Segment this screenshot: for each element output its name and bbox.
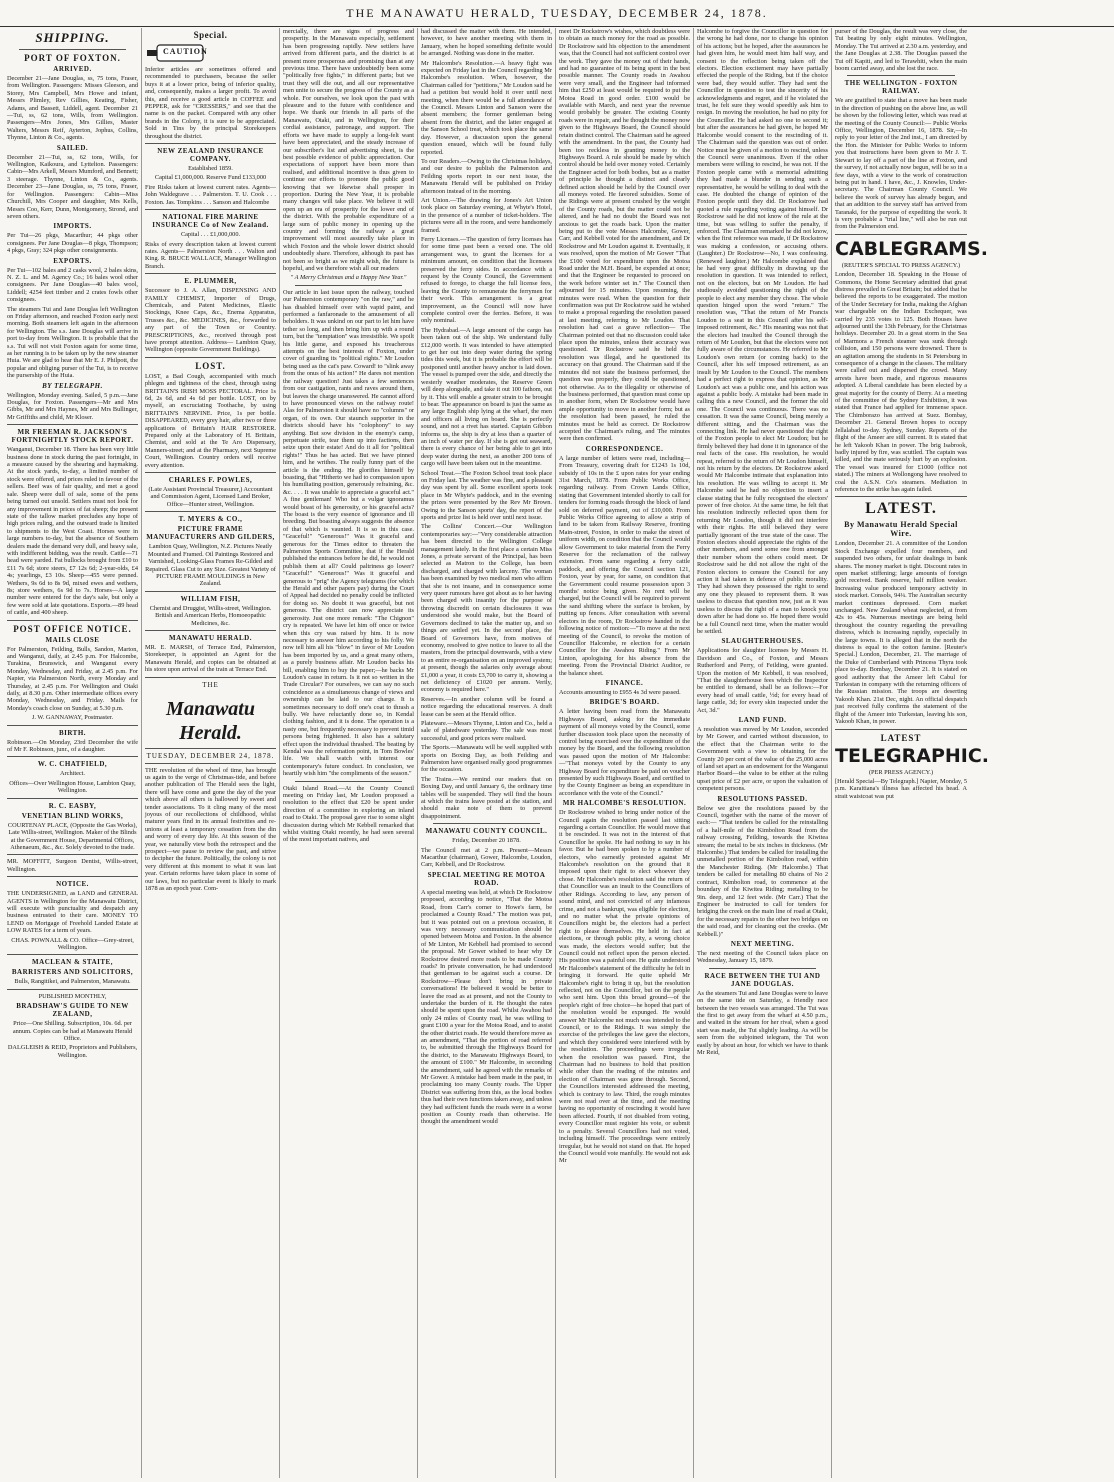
- national-fire-text: Risks of every description taken at lowest current rates. Agents— Palmerston North . . . Walton and King. R. BRUCE WALLACE, Manager Wellington Branch.: [145, 240, 276, 270]
- column-2: [142, 28, 280, 1478]
- resolutions-text: Below we give the resolutions passed by the Council, together with the name of the mover of each:— "That tenders be called for the reinstalling of a half-mile of the Kimbolton Road from the railway crossing, Feilding, towards the Kiwitea stream; the metal to be six inches in thickness. (Mr Halcombe.) That tenders be called for installing the unmetalled portion of the Kimbolton road, within the Manchester Riding. (Mr Halcombe.) That tenders be called for metalling 80 chains of No 2 contract, Kimbolton road, to commence at the boundary of the Kiwitea Riding; metalling to be 9in. deep, and 12 feet wide. (Mr Carr.) That the Engineer be instructed to call for tenders for bridging the creek on the main line of road at Otaki, for the necessary repairs to the other two bridges on the said road, and for cleaning out the creeks. (Mr Kebbell.)": [697, 804, 828, 938]
- divider: [145, 763, 276, 764]
- column-7: [832, 28, 990, 1478]
- slaughterhouses-text: Applications for slaughter licenses by Messrs H. Davidson and Co., of Foxton, and Messrs Rutherford and Perry, of Feilding, were granted. Upon the motion of Mr Kebbell, it was resolved, "That the slaughterhouse fees which the Inspector be entitled to demand, shall be as follows:—For every head of small cattle, ½d; for every head of large cattle, 3d; for every skin inspected under the Act, 3d.": [697, 647, 828, 714]
- race-continued: purser of the Douglas, the result was very close, the Tui beating by only eight minutes. Wellington, Monday. The Tui arrived at 2.30 a.m. yesterday, and the Jane Douglas at 2.38. The Douglas passed the Tui off Kapiti, and led to Terawhiti, when the main boom carried away, and she lost the race.: [835, 28, 967, 73]
- divider: [7, 876, 138, 877]
- nz-insurance-text: Fire Risks taken at lowest current rates. Agents— John Waldegrave . . . Palmerston. T. U. Cook . . . Foxton. Jas. Tompkins . . . Sanson and Halcombe: [145, 183, 276, 206]
- flag-title: Manawatu Herald.: [166, 697, 255, 744]
- exports-text: Per Tui—102 bales and 2 casks wool, 2 bales skins, N. Z. L. and M. Agency Co.; 16 bales wool other consignees. Per Jane Douglas—40 bales wool, Liddell; 4254 feet timber and 2 crates fowls other consignees.: [7, 266, 138, 304]
- divider: [145, 677, 276, 678]
- arrived-heading: ARRIVED.: [53, 65, 92, 73]
- latest-text: London, December 21. A committee of the London Stock Exchange expelled four members, and suspended two others, for unfair dealings in bank shares. The money market is tight. Discount rates in open market stiffening; large amounts of foreign gold received. Bank reserve, half million weaker. Increasing value produced temporary activity in stock market. Consols, 94¼. The Australian security market continues depressed. Corn market unchanged. New Zealand wheat neglected, at from 42s to 45s. Numerous meetings are being held throughout the country regarding the prevailing distress, which is increasing rapidly, especially in the large towns. It is alleged that in the north the distress is equal to the cotton famine. [Reuter's Special.] London, December, 21. The marriage of the Duke of Cumberland with Princess Thyra took place to-day. Bombay, December 21. It is stated on good authority that the Ameer left Cabul for Turkestan in company with the returning officers of the Russian mission. The troops are deserting Yakoob Khan. 21st Dec, night. An official despatch just received fully confirms the statement of the flight of the Ameer into Turkestan, leaving his son, Yakoob Khan, in power.: [835, 540, 967, 726]
- resolution-continued: Halcombe to forgive the Councillor in question for the wrong he had done, nor to change his opinion of his actions; but he hoped, after the assurances he had given him, he would meet him half way, and consent to the reflection being taken off the electors. Election excitement may have partially effected the people of the Riding, but if the choice were bad, they would suffer. They had sent the Councillor in question to test the sincerity of his acknowledgments and regret, and if he violated the trust, he felt sure they would speedily ask him to resign. In moving the resolution, he had no pity for the Councillor. He had asked no one to second it; but after the assurances he had given, he hoped Mr Halcombe would consent to the rescinding of it. The Chairman said the question was out of order. Notice must be given of a motion to rescind, unless the Council were unanimous. Even if the other members were willing to rescind, he was not. If the Foxton people came with a memorial admitting they had made a blunder in sending such a representative, he would be willing to deal with the case. He doubted the change of opinion of the Foxton people until they did. Dr Rockstrow had quoted a rule regarding voting against himself. Dr Rockstrow said he did not know of the rule at the time, but was willing to suffer the penalty, if enforced. The Chairman remarked he did not know, when the first reference was made, if Dr Rockstrow was making a confession, or accusing others. (Laughter.) Dr Rockstrow—No, I was confessing. (Renewed laughter.) Mr Halcombe explained that he had very great difficulty in drawing up the resolution in question. It was intended to reflect, not on the electors, but on Mr Loudon. He had studiously avoided questioning the right of the people to elect any member they chose. The whole question hinged upon the word "return." The resolution was, "That the return of Mr Francis Loudon to a seat in this Council after his self-imposed retirement, &c." His meaning was not that the electors had insulted the Council through the return of Mr Loudon, but that the electors were not fully aware of the circumstances. He referred to Mr Loudon's own return (or coming back) to the Council, after his self imposed retirement, as an insult by Mr Loudon to the Council. The members had a perfect right to express that opinion, as Mr Loudon's act was a public one, and his action was against a public body. A mistake had been made in calling this a new Council, and the former the old one. The Council was continuous. There was no cessation. It was the same Council, being merely a different sitting, and the Chairman was the connecting link. He had never questioned the right of the Foxton people to elect Mr Loudon; but he firmly believed they had done it in ignorance of the real facts of the case. His resolution, he would repeat, referred to the return of Mr Loudon himself, not his return by the electors. Dr Rockstrow asked would Mr Halcombe intimate that explanation into his resolution. He was willing to accept it. Mr Halcombe said he had no objection to insert a clause stating that he fully recognised the electors' power of free choice. At the same time, he felt that his resolution indirectly reflected upon them for returning Mr Loudon, though it did not interfere with their rights. He still believed they were partially ignorant of the true state of the case. The Foxton electors should appreciate the rights of the other members, and send some one from amongst their number whom the others could meet. Dr Rockstrow said he did not allow the right of the Foxton electors to censure the Council for any action it had taken in defence of public morality. They had shown they possessed the right to send any one they pleased to represent them. It was useless to discuss that question now, just as it was useless to discuss the right of a man to knock you down after he had done so. He hoped there would be a full Council next time, when the matter would be settled.: [697, 28, 828, 635]
- exports-heading: EXPORTS.: [53, 256, 92, 265]
- latest-heading: LATEST.: [865, 500, 937, 518]
- myers-text: Lambton Quay, Wellington, N.Z. Pictures Neatly Mounted and Framed. Oil Paintings Restored and Varnished, Looking-Glass Frames Re-Gilded and Repaired. Glass Cut to any Size. Greatest Variety of PICTURE FRAME MOULDINGS in New Zealand.: [145, 543, 276, 588]
- columns: [4, 28, 1110, 1478]
- divider: [847, 75, 955, 76]
- chatfield-subtitle: Architect.: [60, 770, 85, 778]
- council-report: A special meeting was held, at which Dr Rockstrow proposed, according to notice, "That the Motoa Road, from Carr's corner to Howe's farm, be proclaimed a County Road." The motion was put, but it was pointed out on a previous occasion, it was very necessary communication should be opened between Motoa and Foxton. In the absence of Mr Linton, Mr Kebbell had promised to second the proposal. Mr Gower wished to hear why Dr Rockstrow desired more roads to be made County roads? In private conversation, he had understood that gentleman to be against such a course. Dr Rockstrow—Please don't bring in private conversations! He believed it would be better to leave the road as at present, and not the County to undertake the burden of it. He thought the rates should be spent upon the road. Whilst Awahou had only 24 miles of County road, he was willing to grant £100 a year for the Motoa Road, and to assist the other district roads. He would therefore move as an amendment, "That the portion of road referred to, be submitted through the Highways Board for the district, to the Manawatu Highways Board, to the amount of £100." Mr Halcombe, in seconding the amendment, said he agreed with the remarks of Mr Gower. A mistake had been made in the past, in proclaiming too many County roads. The Upper District was suffering from this, as the local bodies thus had their own functions taken away, and unless they had sufficient funds the roads were in a worse position as County roads than otherwise. He thought the amendment would: [421, 888, 552, 1126]
- telegraphic-heading: TELEGRAPHIC.: [835, 744, 990, 767]
- imports-heading: IMPORTS.: [53, 222, 92, 231]
- christmas-greeting: " A Merry Christmas and a Happy New Year.": [290, 274, 407, 282]
- council-present: The Council met at 2 p.m. Present—Messrs Macarthur (chairman), Gower, Halcombe, Loudon, Carr, Kebbell, and Dr Rockstrow.: [421, 846, 552, 869]
- birth-heading: BIRTH.: [58, 728, 87, 737]
- nz-insurance-capital: Capital £1,000,000. Reserve Fund £133,000: [154, 174, 267, 182]
- powles-text: (Late Assistant Provincial Treasurer,) Accountant and Commission Agent, Licensed Land Broker, Office—Hunter street, Wellington.: [148, 486, 273, 508]
- notice-heading: NOTICE.: [56, 880, 89, 889]
- postmaster-sign: J. W. GANNAWAY, Postmaster.: [31, 714, 114, 722]
- divider: [7, 725, 138, 726]
- birth-text: Robinson.—On Monday, 23rd December the wife of Mr F. Robinson, junr., of a daughter.: [7, 738, 138, 754]
- chatfield-text: Offices—Over Wellington House, Lambton Quay, Wellington.: [9, 779, 136, 795]
- caution-word: CAUTION: [163, 47, 208, 56]
- maclean-heading: MACLEAN & STAITE,: [32, 958, 113, 967]
- divider: [19, 49, 126, 50]
- next-meeting-text: The next meeting of the Council takes place on Wednesday, January 15, 1879.: [697, 949, 828, 965]
- easby-heading: R. C. EASBY,: [48, 801, 97, 810]
- column-3: [280, 28, 418, 1478]
- telegraphic-subheading: (PER PRESS AGENCY.): [868, 768, 934, 776]
- divider: [295, 781, 402, 782]
- easby-text: COURTENAY PLACE, (Opposite the Gas Works), Late Willis-street, Wellington. Maker of the Blinds at the Government House, Departmental Offices, Athenaeum, &c., &c. Solely devoted to the trade.: [7, 821, 138, 851]
- resolutions-heading: RESOLUTIONS PASSED.: [717, 794, 808, 803]
- column-6: [694, 28, 832, 1478]
- ferry-paragraph: Ferry Licenses.—The question of ferry licenses has for some time past been a vexed one. The old arrangement was, to grant the licenses for a minimum amount, on condition that the licensees preserved the ferry sides. In accordance with a request by the County Council, the Government refused to forego, to charge the full license fees, leaving the County to remunerate the ferrymen for their work. This arrangement is a great improvement, as the Council will now have complete control over the ferries. Before, it was only nominal.: [421, 235, 552, 325]
- divider: [7, 954, 138, 955]
- school-treat-paragraph: School Treat.—The Foxton School treat took place on Friday last. The weather was fine, and a pleasant day was spent by all. Some excellent sports took place in Mr Whyte's paddock, and in the evening the prizes were presented by the Rev Mr Brown. Owing to the Sanson sports' day, the report of the sports and prize list is held over until next issue.: [421, 469, 552, 521]
- national-fire-heading: NATIONAL FIRE MARINE INSURANCE Co of New Zealand.: [152, 213, 269, 230]
- divider: [145, 748, 276, 749]
- divider: [145, 357, 276, 358]
- divider: [835, 496, 967, 497]
- port-heading: PORT OF FOXTON.: [24, 53, 121, 63]
- railway-text: We are gratified to state that a move has been made in the direction of pushing on the above line, as will be shown by the following letter, which was read at the meeting of the County Council:— Public Works Office, Wellington, December 16, 1878. Sir,—In reply to your letter of the 2nd inst., I am directed by the Hon. the Minister for Public Works to inform you that instructions have been given to Mr J. T. Stewart to lay off a part of the line at Foxton, and the survey, if not actually now begun, will be so in a few days, with a view to the work of construction being put in hand. I have, &c., J. Knowles, Under-secretary. The Chairman County Council. We believe the work of survey has already begun, and that an addition to the survey staff has arrived from Taranaki, for the purpose of expediting the work. It is very probable a "trial line," will also be run out from the Palmerston end.: [835, 97, 967, 231]
- telegraph-text: Wellington, Monday evening. Sailed, 5 p.m.—Jane Douglas, for Foxton. Passengers—Mr and Mrs Gibbs, Mr and Mrs Haynes, Mr and Mrs Bullinger, Mr Griffiths and child, Mr Kloser.: [7, 391, 138, 421]
- marsh-text: MR. E. MARSH, of Terrace End, Palmerston, Storekeeper, is appointed an Agent for the Manawatu Herald, and copies can be obtained at his store upon arrival of the train at Terrace End.: [145, 643, 276, 674]
- moffitt-ad: MR. MOFFITT, Surgeon Dentist, Willis-street, Wellington.: [7, 858, 138, 873]
- correspondence-text: A large number of letters were read, including— From Treasury, covering draft for £1243 1s 10d, subsidy of 10s in the £ upon rates for year ending 31st March, 1878. From Public Works Office, regarding railway. From Crown Lands Office, stating that Government intended shortly to call for tenders for forming roads through the block of land sold on deferred payment, out of £10,000. From Public Works Office agreeing to allow a strip of land to be taken from Railway Reserve, fronting Main-street, Foxton, in order to make the street of uniform width, on condition that the Council would allow Government to take material from the Ferry Reserve for the reclamation of the railway extension. From same regarding a ferry cattle paddock, and offering the Council section 121, Foxton, year by year, for same, on condition that the Government could resume possession upon 3 months' notice being given. No rent will be charged, but the Council will be required to prevent the sand shifting where the surface is broken, by putting up fences. After consultation with several electors in the room, Dr Rockstrow handed in the following notice of motion:—"To move at the next meeting of the Council, to revoke the motion of Councillor Halcombe, re election for a certain Councillor for the Awahou Riding." From Mr Linton, apologising for his absence from the meeting. From the Provincial District Auditor, re the balance sheet.: [559, 454, 690, 677]
- caution-ad: [145, 42, 276, 64]
- leader-continued: mercially, there are signs of progress and prosperity. In the Manawatu especially, settlement has been progressing rapidly. New settlers have arrived from different parts, and the district is at present more prosperous and promising than at any previous time. There have undoubtedly been some "politically free fights," in different parts; but we trust they will die out, and all our representative men unite to secure the progress of the County as a whole. For ourselves, we look upon the past with pleasure and to the future with confidence and hope. We thank our friends in all parts of the Manawatu, Otaki, and in Wellington, for their cordial assistance, patronage, and support. The efforts we have made to supply a long-felt want have been appreciated, and the steady increase of our subscriber's list and advertising sheet, is the best possible evidence of public appreciation. Our expectations of support have been more than realised, and additional incentive is thus given to continue our efforts to promote the public good knowing that we likewise shall prosper in proportion. During the New Year, it is probable many changes will take place. We believe it will open up an era of prosperity for the lower end of the district. With the probable expenditure of a large sum of public money in opening up the country and forming the railway a great improvement will most assuredly take place in which Foxton and the whole lower district should undoubtedly share. Therefore, although its past has not been so bright as we might wish, the future is hopeful, and we therefore wish all our readers: [283, 28, 414, 272]
- herald-heading: MANAWATU HERALD.: [169, 633, 252, 642]
- notice-sign: CHAS. POWNALL & CO. Office—Grey-street, Wellington.: [11, 936, 134, 951]
- bradshaw-title: BRADSHAW'S GUIDE TO NEW ZEALAND,: [16, 1002, 129, 1019]
- latest-subheading: By Manawatu Herald Special Wire.: [844, 520, 958, 539]
- post-office-text: For Palmerston, Feilding, Bulls, Sandon, Marton, and Wanganui, daily, at 2.45 p.m. For Halcombe, Turakina, Brunswick, and Wanganui every Monday, Wednesday, and Friday, at 2.45 p.m. For Napier, via Palmerston North, every Monday and Thursday, at 2.45 p.m. For Wellington and Otaki daily, at 8.30 p.m. Other intermediate offices every Monday, Wednesday, and Friday. Mails for Monday's coach close on Sunday, at 5.30 p.m.: [7, 645, 138, 712]
- maclean-text: Bulls, Rangitikei, and Palmerston, Manawatu.: [14, 978, 131, 986]
- hydrabad-paragraph: The Hydrabad.—A large amount of the cargo has been taken out of the ship. We understand fully £12,000 worth. It was intended to have attempted to get her out into deep water during the spring tides this week, but it is probable the effort will be postponed until another heavy anchor is laid down. The vessel is pumped over the side, and directly the westerly weather moderates, the Reserve Green will deep alongside, and take it out 100 fathom, out by it. This will enable a greater strain to be brought to bear. The appearance on board is just the same as any large English ship lying at the wharf, the men and officers all living on board. She is perfectly sound, and not a rivet has started. Captain Gibbon informs us, the ship is dry at less than a quarter of an inch of water per day. If she is got out seaward, there is every chance of her being able to get into deep water during the next, as another 200 tons of cargo will have been taken out in the meantime.: [421, 326, 552, 468]
- bridge-board-text: A letter having been read from the Manawatu Highways Board, asking for the immediate payment of all moneys voted by the Council, some further discussion took place upon the necessity of control being exercised over the expenditure of the money by the Board, and the following resolution was passed upon the motion of Mr Halcombe:—"That moneys voted by the County to any Highway Board for expenditure be paid on voucher presented by such Highways Board, and certified to by the County Engineer as being an expenditure in accordance with the vote of the Council.": [559, 708, 690, 797]
- masthead-title: THE MANAWATU HERALD, TUESDAY, DECEMBER 24, 1878.: [346, 5, 768, 20]
- nz-insurance-established: Established 1859.: [188, 165, 233, 173]
- lost-heading: LOST.: [195, 360, 226, 371]
- shipping-notes: The steamers Tui and Jane Douglas left Wellington on Friday afternoon, and reached Foxton early next morning. Both steamers left again in the afternoon for Wellington. The s.s. Jane Douglas will arrive in port to-day from Wellington. It is probable that the s.s. Tui will not visit Foxton again for some time, as her running is to be taken up by the new steamer Huia. We are glad to hear that Mr E. J. Philpott, the popular and obliging purser of the Tui, is to receive the pursership of the Huia.: [7, 305, 138, 380]
- divider: [7, 424, 138, 425]
- divider: [145, 472, 276, 473]
- divider: [145, 209, 276, 210]
- divider: [295, 285, 402, 286]
- correspondence-heading: CORRESPONDENCE.: [585, 444, 664, 453]
- bradshaw-sign: DALGLEISH & REID, Proprietors and Publishers, Wellington.: [7, 1044, 138, 1059]
- divider: [145, 273, 276, 274]
- divider: [7, 620, 138, 621]
- caution-text: Inferior articles are sometimes offered and recommended to purchasers, because the seller buys it at a lower price, being of inferior quality, and, consequently, makes a larger profit. To avoid this, and receive a good article in COFFEE and PEPPER, ask for "CRESSERS," and see that the name is on the packet. Compared with any other brands in the Colony, it is sure to be appreciated. Sold in Tins by the principal Storekeepers throughout the district.: [145, 66, 276, 140]
- divider: [7, 989, 138, 990]
- readers-paragraph: To our Readers.—Owing to the Christmas holidays, and our desire to publish the Palmerston and Feilding sports report in our next issue, the Manawatu Herald will be published on Friday afternoon instead of in the morning.: [421, 157, 552, 195]
- fish-text: Chemist and Druggist, Willis-street, Wellington. British and American Herbs, Homoeopathic Medicines, &c.: [149, 604, 272, 627]
- national-fire-capital: Capital . . . £1,000,000.: [180, 231, 241, 239]
- halcombe-resolution-text: Dr Rockstrow wished to bring under notice of the Council again the resolution passed last sitting regarding a certain Councillor. He would move that it be rescinded. It was not in the interest of that Councillor he spoke. He had nothing to say in his favor. But he had been spoken to by a number of electors, who earnestly protested against Mr Halcombe's resolution on the ground that it imposed upon their right to elect whoever they chose. Mr Halcombe's resolution said the return of that Councillor was an insult to the Councillors of other Ridings. According to law, any person of sound mind, and not convicted of any infamous crime, and not a bankrupt, was eligible for election, and no matter what the private opinions of Councillors might be, the electors had a perfect right to please themselves. He held in fact at elections, or through public pity, a wrong choice was made, the electors would suffer; but the Council could not reflect upon the person elected. His position was a painful one. He quite understood Mr Halcombe's statement of the difficulty he felt in bringing it forward. He quite upheld Mr Halcombe's right to bring it up, but the resolution reflected, not on the Councillor, but on the people who sent him. Upon this broad ground—of the people's right of free choice—he hoped that part of the resolution would be expunged. He would answer Mr Halcombe not much was intended to the Council, or to the Ridings. It was simply the exercise of the privileges the law gave the electors, and which they considered were interfered with by the resolution. The proceedings were irregular when the resolution was passed. First, the Chairman had no business to hold that position while other than the reading of the minutes and election of Chairman was gone through. Second, the Councillors interested addressed the meeting, which is contrary to law. Third, the rough minutes were not read over at the time, and the meeting having no opportunity of rescinding it would have been affected. Fourth, if not disabled from voting, every Councillor must register his vote, or submit to a penalty. Several Councillors had not voted, including himself. The proceedings were entirely irregular, but he would not stand on that. He hoped the Council would vote manfully. He would not ask Mr: [559, 809, 690, 1165]
- divider: [145, 630, 276, 631]
- masthead: [0, 0, 1114, 27]
- cablegrams-subheading: (REUTER'S SPECIAL TO PRESS AGENCY.): [841, 261, 961, 269]
- divider: [7, 854, 138, 855]
- race-heading: RACE BETWEEN THE TUI AND JANE DOUGLAS.: [704, 971, 821, 988]
- arrived-text: December 21—Jane Douglas, ss, 75 tons, Fraser, from Wellington. Passengers: Misses Gleeson, and Storey, Mrs Campbell, Mrs Howe and infant, Messrs Plimley, Rev Gillies, Keating, Fisher, Adams, and Bassett, Liddell, agent. December 21—Tui, ss, 62 tons, Wills, from Wellington. Passengers—Mrs Jones, Mrs Gillies, Master Walters, Messrs Reif, Ayterton, Jophus, Collins, Thynne, Linton & Co., agents.: [7, 75, 138, 142]
- flag-date: TUESDAY, DECEMBER 24, 1878.: [146, 751, 275, 760]
- otaki-road-paragraph: Otaki Island Road.—At the County Council meeting on Friday last, Mr Loudon proposed a resolution to the effect that £20 be spent under direction of a committee in exploring an inland road to Otaki. The proposal gave rise to some slight discussion during which Mr Kebbell remarked that whilst visiting Otaki recently, he had seen several of the most important natives, and: [283, 784, 414, 844]
- telegraphic-text: [Herald Special—By Telegraph.] Napier, Monday, 5 p.m. Karaitiana's illness has affected his head. A strait waistcoat was put: [835, 777, 967, 800]
- land-fund-text: A resolution was moved by Mr Loudon, seconded by Mr Gower, and carried without discussion, to the effect that the Chairman write to the Government with a view to obtaining for the County 20 per cent of the value of the 25,000 acres of land set apart as an endowment for the Wanganui Harbor Board—the value to be either at the ruling upset price of £2 per acre, or upon the valuation of competent persons.: [697, 725, 828, 793]
- bradshaw-text: Price—One Shilling. Subscription, 10s. 6d. per annum. Copies can be had at Manawatu Herald Office.: [12, 1020, 133, 1042]
- council-heading: MANAWATU COUNTY COUNCIL.: [425, 827, 548, 836]
- telegraph-heading: BY TELEGRAPH.: [42, 381, 103, 390]
- divider: [433, 823, 540, 824]
- sports-paragraph: The Sports.—Manawatu will be well supplied with sports on Boxing Day, as both Feilding and Palmerston have organised really good programmes for the occasion.: [421, 744, 552, 774]
- leader-text: THE revolution of the wheel of time, has brought us again to the verge of Christmas-tide, and before another publication of The Herald sees the light, there will have come and gone the day of the year which above all others is hallowed by sweet and tender associations. To it cling many of the most joyous of our recollections of childhood, whilst maturer years find in its annual festivities and re-unions at least a temporary cessation from the din and worry of every day life. At this season of the year, we naturally view both the retrospect and the prospect—we pause to review the past, and strive to decipher the future. Politically, the colony is not very different at this moment to what it was last year. Certain reforms have taken place in some of our laws, but no particular event is likely to mark 1878 as an epoch year. Com-: [145, 766, 276, 893]
- myers-heading: T. MYERS & CO.,: [178, 515, 243, 524]
- divider: [835, 234, 967, 235]
- finance-text: Accounts amounting to £955 4s 3d were passed.: [559, 688, 681, 696]
- divider: [145, 143, 276, 144]
- column-4: [418, 28, 556, 1478]
- divider: [835, 729, 967, 730]
- divider: [145, 591, 276, 592]
- land-fund-heading: LAND FUND.: [738, 715, 787, 724]
- chatfield-heading: W. C. CHATFIELD,: [37, 760, 108, 769]
- column-5: [556, 28, 694, 1478]
- halcombe-paragraph: Mr Halcombe's Resolution.—A heavy fight was expected on Friday last in the Council regarding Mr Halcombe's resolution. When, however, the Chairman called for "petitions," Mr Loudon said he had a petition but would hold it over until next meeting, when there would be a full attendance of the Council. Messrs Linton and Sanson were the absent members; the former gentleman being absent from the district, and the latter engaged at the Sanson School treat, which took place the same day. However, a discussion upon the general question ensued, which will be found fully reported.: [421, 59, 552, 156]
- flag-the: THE: [202, 680, 219, 689]
- cablegrams-heading: CABLEGRAMS.: [835, 237, 988, 260]
- fish-heading: WILLIAM FISH,: [180, 594, 241, 603]
- finance-heading: FINANCE.: [605, 678, 644, 687]
- notice-text: THE UNDERSIGNED, as LAND and GENERAL AGENTS in Wellington for the Manawatu District, will execute with punctuality and despatch any business entrusted to their care. MONEY TO LEND on Mortgage of Freehold Landed Estate at LOW RATES for a term of years.: [7, 890, 138, 935]
- divider: [145, 511, 276, 512]
- sailed-text: December 21—Tui, ss, 62 tons, Wills, for Wellington, Kaikoura, and Lyttelton. Passengers: Cabin—Mrs Arkell, Messrs Mumford, and Bennett; 3 steerage. Thynne, Linton & Co., agents. December 23—Jane Douglas, ss, 75 tons, Fraser, for Wellington. Passengers: Cabin—Miss Churchill, Mrs Cooper and daughter, Mrs Kells, Messrs Coo, Kerr, Dunn, Montgomery, Strond, and seven others.: [7, 153, 138, 220]
- reserves-paragraph: Reserves.—In another column will be found a notice regarding the educational reserves. A draft lease can be seen at the Herald office.: [421, 695, 552, 718]
- next-meeting-heading: NEXT MEETING.: [730, 939, 795, 948]
- maclean-title: BARRISTERS AND SOLICITORS,: [11, 968, 134, 977]
- council-date: Friday, December 20 1878.: [452, 837, 521, 845]
- shipping-heading: SHIPPING.: [35, 30, 110, 45]
- powles-heading: CHARLES F. POWLES,: [168, 476, 253, 485]
- stock-report-heading: MR FREEMAN R. JACKSON'S FORTNIGHTLY STOCK REPORT.: [11, 428, 134, 445]
- sailed-heading: SAILED.: [56, 143, 89, 152]
- imports-text: Per Tui—26 pkgs, Macarthur; 44 pkgs other consignees. Per Jane Douglas—8 pkgs, Thompson; 4 pkgs, Gray; 324 pkgs other consignments.: [7, 232, 138, 255]
- nz-insurance-heading: NEW ZEALAND INSURANCE COMPANY.: [157, 147, 264, 164]
- council-report-continued: meet Dr Rockstrow's wishes, which doubtless were to obtain as much money for the road as possible. Dr Rockstrow said his objection to the amendment was, that the Council had not sufficient control over the work. They gave the money out of their hands, and had no guarantee of its being spent in the best possible manner. The County roads in Awahou were very small, and the Engineer had informed him that £250 at least would be required to put the Motoa Road in good order. £100 would be available with March, and next year the revenue would probably be greater. The existing County roads were in repair, and he thought the money now given to the Highways Board, the Council should retain distinct control. The Chairman said he agreed with the amendment. In the past, the County had been too reckless in granting money to the Highways Board. A rule should be made by which control should be held over money voted. Certainly the Engineer acted for both bodies, but as a matter of principle he thought a distinct and clearly defined action should be held by the Council over all moneys voted. He favored subsidies. Some of the Ridings were at present crushed by the weight of the County roads, but the matter could not be altered, and he had no doubt the Board was not anxious to get the roads back. Upon the matter being put to the vote Messrs Halcombe, Gower, Carr, and Kebbell voted for the amendment, and Dr Rockstrow and Mr Loudon against it. Eventually, it was resolved, upon the motion of Mr Gower "That the £100 voted for expenditure upon the Motoa Road under the M.H. Board, be expended at once; and that the Engineer be requested to proceed on the work before winter set in." The Council then adjourned for 15 minutes. Upon resuming, the minutes were read. When the question for their confirmation was put Dr Rockstrow said he wished to make a proposal regarding the resolution passed at last meeting, referring to Mr Loudon. That resolution had cast a grave reflection— The Chairman pointed out that no discussion could take place upon the minutes, unless their accuracy was questioned. Dr Rockstrow said he held the resolution was illegal, and he questioned its accuracy on that ground. The Chairman said if the minutes did not state the business performed, the question was properly, they could be questioned, not otherwise. As to the illegality or otherwise of the business performed, that question must come up in another form, when Dr Rockstrow would have ample opportunity to move in another form; but as the resolution had been passed, he ruled the minutes must be held as correct. Dr Rockstrow accepted the Chairman's ruling, and The minutes were then confirmed.: [559, 28, 690, 443]
- special-heading: Special.: [193, 30, 228, 40]
- easby-title: VENETIAN BLIND WORKS,: [21, 811, 124, 820]
- lost-text: LOST, a Bad Cough, accompanied with much phlegm and tightness of the chest, through using BRITTAIN'S IRISH MOSS PECTORAL. Price 1s 6d, 2s 6d, and 4s 6d per bottle. LOST, on by myself, an excruciating Toothache, by using BRITTAIN'S NERVINE. Price, 1s per bottle. DISAPPEARED, every grey hair, after two or three applications of Brittain's HAIR RESTORER. Prepared only at the Laboratory of H. Brittain, Chemist, and sold at the Te Aro Dispensary, Manners-street; and at the Pharmacy, next Supreme Court, Wellington. Country orders will receive every attention.: [145, 372, 276, 469]
- bradshaw-published: PUBLISHED MONTHLY,: [38, 992, 107, 1000]
- cablegrams-text: London, December 18. Speaking in the House of Commons, the Home Secretary admitted that great distress prevailed in Great Britain; but added that he believed the reports to be exaggerated. The motion of the Under Secretary for India, making the Afghan war chargeable on the Indian Exchequer, was carried by 235 votes to 125. Both Houses have adjourned until the 13th February, for the Christmas holidays. December 20. In a great storm in the Sea of Marmora a French steamer was sunk through collision, and 150 persons were drowned. There is an agitation among the students in St Petersburg in consequence of a change in the classes. The military were called out and dispersed the crowd. Many arrests have been made, and rigorous measures adopted. A Liberal candidate has been elected by a great majority for the county of Derry. At a meeting of the committee of the Sydney Exhibition, it was stated that France had applied for immense space. The Chimborazo has arrived at Suez. Bombay, December 21. General Brown hopes to occupy Jellalabad to-day. Sydney, Sunday. Reports of the flight of the Ameer are still current. It is stated that he left Yakoob Khan in power. The brig Isabrook, badly injured by fire, was scuttled. The captain was killed, and the mate seriously hurt by an explosion. The vessel was insured for £1000 (office not stated.) The miners at Wollongong have resolved to coal the A.S.N. Co's steamers. Mediation in reference to the strike has again failed.: [835, 271, 968, 493]
- plummer-text: Successor to J. A. Allan, DISPENSING AND FAMILY CHEMIST, Importer of Drugs, Chemicals, and Patent Medicines, Elastic Stockings, Knee Caps, &c., Enema Apparatus, Trusses &c., &c. MEDICINES, &c., forwarded to any part of the Town or Country. PRESCRIPTIONS, &c., received through post have prompt attention. Address— Lambton Quay, Wellington (opposite Government Buildings).: [145, 287, 276, 354]
- special-meeting-heading: SPECIAL MEETING RE MOTOA ROAD.: [427, 870, 546, 887]
- latest-2-heading: LATEST: [880, 732, 922, 743]
- slaughterhouses-heading: SLAUGHTERHOUSES.: [721, 637, 804, 646]
- art-union-paragraph: Art Union.—The drawing for Jones's Art Union took place on Saturday evening, at Whyte's Hotel, in the presence of a number of ticket-holders. The pictures were all in the room, and were handsomely framed.: [421, 196, 552, 234]
- mails-close-heading: MAILS CLOSE: [45, 635, 100, 644]
- divider: [7, 756, 138, 757]
- halcombe-resolution-heading: MR HALCOMBE'S RESOLUTION.: [562, 799, 687, 808]
- post-office-heading: POST OFFICE NOTICE.: [13, 623, 132, 634]
- race-text: As the steamers Tui and Jane Douglas were to leave on the same tide on Saturday, a friendly race between the two vessels was arranged. The Tui was the first to get away from the wharf at 4.50 p.m., and waited in the stream for her rival, when a good start was made, the Tui slightly leading. As will be seen from the subjoined telegram, the Tui won easily by about an hour, for which we have to thank Mr Reid,: [697, 989, 828, 1056]
- divider: [7, 798, 138, 799]
- college-paragraph: The Collins' Concert.—Our Wellington contemporaries say:—"Very considerable attraction has been directed to the Wellington College management lately. In the first place a certain Miss Jones, a private servant of the Principal, has been selected as Matron to the College, has been discharged, and charged with larceny. The woman has been examined by two medical men who affirm that she is not insane, and in consequence some very queer rumours have got about as to her having been charged with insanity for the purpose of throwing discredit on certain disclosures it was understood she would make, but the Board of Governors declined to take the matter up, and so things are settled yet. In the second place, the Board of Governors have, from motives of economy, resolved to give notice to leave to all the masters, from the principal downwards, with a view to an entire re-organisation on an improved system; at present, though the salaries only average about £1,000 a year, it costs £3,700 to carry it, showing a net deficiency of £1020 per annum. Verily, economy is required here.": [421, 523, 552, 694]
- myers-title: PICTURE FRAME MANUFACTURERS AND GILDERS,: [146, 525, 275, 542]
- plummer-heading: E. PLUMMER,: [184, 277, 237, 286]
- otaki-continued: had discussed the matter with them. He intended, however, to have another meeting with them in January, when he hoped something definite would be arranged. Nothing was done in the matter.: [421, 28, 552, 58]
- plateware-paragraph: Plateware.—Messrs Thynne, Linton and Co., held a sale of platedware yesterday. The sale was most successful, and good prices were realised.: [421, 719, 552, 742]
- stock-report-text: Wanganui, December 18. There has been very little business done in stock during the past fortnight, in a measure caused by the shearing and haymaking. At the stock yards, to-day, a limited number of stock were offered, and prices ruled in favour of the sellers. Beef was of fair quality, and met a good sale. Sheep were dull of sale, some of the pens being turned out unsold. Settlers must not look for any improvement in prices of fat sheep; the present state of the tallow market precludes any hope of high prices ruling, and the outward trade is limited to shipments to the West Coast. Horses were in large numbers to-day, but the absence of Southern dealers made the demand very dull, and heavy sale, with indifferent bidding, was the result. Cattle—71 head were yarded. Fat bullocks brought from £10 to £11 7s 6d; store steers, £7 12s 6d; 2-year-olds, £4 4s; yearlings, £3 10s. Sheep—455 were penned. Wethers, 9s 6d to 8s 9d, mixed ewes and wethers, 8s; store wethers, 6s 9d to 7s. Horses—A large number were entered for the day's sale, but only a few were sold at late quotations. Exports.—89 head of cattle, and 400 sheep.: [7, 446, 138, 617]
- bridge-board-heading: BRIDGE'S BOARD.: [589, 698, 660, 707]
- railway-heading: THE WELLINGTON - FOXTON RAILWAY.: [844, 79, 958, 96]
- divider: [709, 968, 816, 969]
- trains-paragraph: The Trains.—We remind our readers that on Boxing Day, and until January 6, the ordinary time tables will be suspended. They will find the hours at which the trains leave posted at the station, and should make note of them to prevent disappointment.: [421, 775, 552, 820]
- column-1: [4, 28, 142, 1478]
- railway-article: Our article in last issue upon the railway, touched our Palmerston contemporary "on the raw," and he has disabled himself over with vapid paint, and performed a fanfaronade to the amusement of all beholders. It was unkind on our part to let him have tether so long, and then bring him up with a round turn, but the "temptation" was irresistible. We spoilt his little game, and exposed his treacherous attempts on the best interests of Foxton, under cover of guarding its "political rights." Mr Loudon being used as the cat's paw. Coward! to "slink away from the onus of his action!" He dares not mention the railway question! Just takes a few sentences from our castigation, rants and raves around them, but leaves the charge unanswered. He cannot afford to have pronounced views on the railway route! Alas for Palmerston it should have no "columns" or organ, of its own. Our staunch supporter in the districts should have his "colophony" to say anything. But sow division in the enemy's camp, perpetuate strife, tear them up into factions, then seize upon their estate! And do it all for "political rights!" Thus he has acted. But we have pinned him, and he writhes. The really funny part of the article is the ending. He glorifies himself by boasting, that "Hitherto we had to compassion upon his humiliating position, generously refraining, &c. &c. . . . It was unable to appreciate a graceful act." A fine gentleman! Who but a vulgar ignoramus would boast of his generosity, or his graceful acts? The boast is the very essence of ignorance and ill breeding. But boasting always suggests the absence of that which is vaunted. It is so in this case. "Graceful!" "Generous!" Was it graceful and generous for the Times editor to threaten the Palmerston Sports Committee, that if the Herald published the entrances before he did, he would not publish them at all? Could paltriness go lower? "Graceful!" "Generous!" Was it graceful and generous to "prig" the Agency telegrams (for which the Herald and other papers pay) during the Court of Appeal had decided no penalty could be inflicted for doing so. No doubt it was graceful, but not generous. The district can now appreciate its generosity. Just one more remark: "The Chignon" cry is repeated. We have let him off once or twice when this cry was raised by him. It is now necessary to answer him according to his folly. We now tell him all his "blow" in favor of Mr Loudon has been imported by us, and a great many others, as a purely business affair. Mr Loudon backs his bill, enabling him to buy the paper;—he backs Mr Loudon's cause in return. Is it not so written in the Trade Circular? For ourselves, we can say no such coincidence as a simultaneous change of views and ownership can be laid to our charge. It is sometimes necessary to doff one's coat to thrash a bully. We have reluctantly done so, in Kendal clothing fashion, and it is done. The operation is a nasty one, but frequently necessary to prevent timid persons being frightened. It also has a salutary effect upon the individual thrashed. The beating by Kendal was the reformation point, in Tom Bowles' life. We shall watch with interest our contemporary's future conduct. In conclusion, we heartily wish him "the compliments of the season.": [283, 288, 414, 778]
